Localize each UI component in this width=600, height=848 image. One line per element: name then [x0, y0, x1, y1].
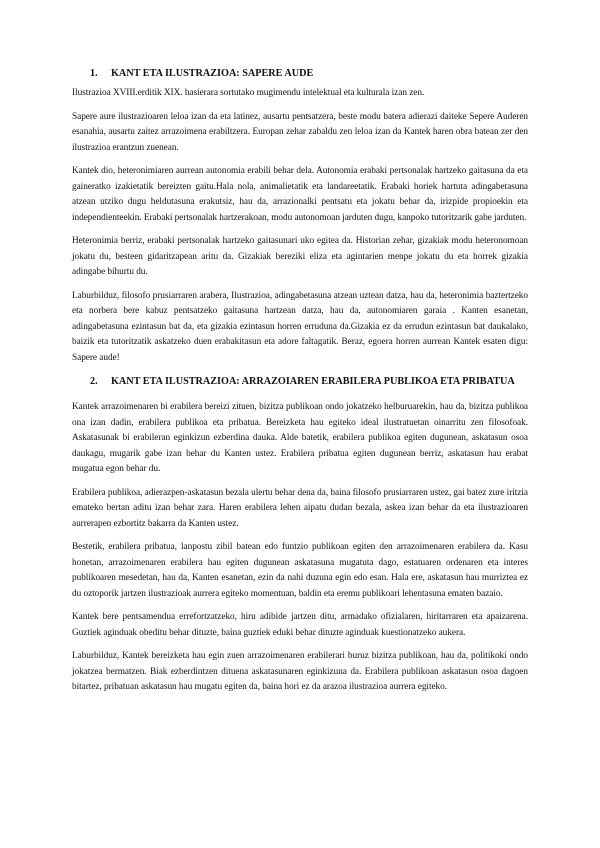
- paragraph: Erabilera publikoa, adierazpen-askatasun bezala ulertu behar dena da, baina filosofo prusiarraren ustez, gai batez zure iritzia emateko bertan aditu izan behar zara. Haren erabilera lehen aipatu dudan bezala, askea izan behar da eta ilustrazioaren aurrerapen ezbortitz bakarra da Kanten ustez.: [72, 487, 528, 529]
- paragraph: Laburbilduz, filosofo prusiarraren arabera, Ilustrazioa, adingabetasuna atzean uztean datza, hau da, heteronimia baztertzeko eta norbera bere kabuz pentsatzeko gaitasuna hartzean datza, hau da, autonomiaren garaia . Kanten esanetan, adingabetasuna ezintasun bat da, eta gizakia ezintasun horren erruduna da.Gizakia ez da errudun ezintasun bat daukalako, baizik eta tutoritzatik askatzeko duen erabakitasun eta adore faltagatik. Beraz, egoera horren aurrean Kantek esaten digu: Sapere aude!: [72, 290, 528, 363]
- section-heading-1: [72, 66, 528, 82]
- paragraph: Laburbilduz, Kantek bereizketa hau egin zuen arrazoimenaren erabilerari buruz bizitza publikoan, hau da, politikoki ondo jokatzea bermatzen. Biak ezberdintzen dituena askatasunaren eginkizuna da. Erabilera publikoan askatasun osoa dagoen bitartez, pribatuan askatasun hau mugatu egiten da, baina hori ez da arazoa ilustrazioa aurrera egiteko.: [72, 651, 528, 692]
- section-number: 2.: [90, 376, 98, 387]
- section-heading-2: [72, 374, 528, 390]
- document-body: [72, 66, 528, 704]
- paragraph: Kantek arrazoimenaren bi erabilera bereizi zituen, bizitza publikoan ondo jokatzeko helburuarekin, hau da, bizitza publikoa ona izan dadin, erabilera publikoa eta pribatua. Bereizketa hau egiteko ideal ilustratuetan oinarritu zen filosofoak. Askatasunak bi erabileran eginkizun ezberdina dauka. Alde batetik, erabilera publikoa egiten dugunean, askatasun osoa daukagu, mugarik gabe izan behar du Kanten ustez. Erabilera pribatua egiten dugunean berriz, askatasun hau erabat mugatua egon behar du.: [72, 402, 528, 474]
- section-number: 1.: [90, 68, 98, 79]
- paragraph: Kantek dio, heteronimiaren aurrean autonomia erabili behar dela. Autonomia erabaki pertsonalak hartzeko gaitasuna da eta gaineratko izakietatik bereizten gaitu.Hala nola, animalietatik eta landareetatik. Erabaki horiek hartuta adingabetasuna atzean utziko dugu heldutasuna erakutsiz, hau da, arrazionalki pentsatu eta jokatu behar da, irizpide propioekin eta independienteekin. Erabaki pertsonalak hartzerakoan, modu autonomoan jarduten dugu, kanpoko tutoritzarik gabe jarduten.: [72, 166, 528, 223]
- section-title: KANT ETA ILUSTRAZIOA: SAPERE AUDE: [111, 68, 314, 79]
- paragraph: Bestetik, erabilera pribatua, lanpostu zibil batean edo funtzio publikoan egiten den arrazoimenaren erabilera da. Kasu honetan, arrazoimenaren erabilera hau egiten dugunean askatasuna mugatuta dago, estatuaren ordenaren eta interes publikoaren mesedetan, hau da, Kanten esanetan, ezin da nahi duzuna egin edo esan. Hala ere, askatasun hau murriztea ez du oztoporik jartzen ilustrazioak aurrera egiteko momentuan, baldin eta eremu publikoari lehentasuna ematen bazaio.: [72, 542, 528, 599]
- section-title: KANT ETA ILUSTRAZIOA: ARRAZOIAREN ERABILERA PUBLIKOA ETA PRIBATUA: [111, 376, 515, 387]
- paragraph: Sapere aure ilustrazioaren leloa izan da eta latinez, ausartu pentsatzera, beste modu batera adierazi daiteke Sepere Auderen esanahia, ausartu zaitez arrazoimena erabiltzera. Europan zehar zabaldu zen leloa izan da Kantek haren obra batean zer den ilustrazioa erantzun zuenean.: [72, 111, 528, 153]
- paragraph: Ilustrazioa XVIII.erditik XIX. hasierara sortutako mugimendu intelektual eta kulturala izan zen.: [72, 88, 425, 98]
- paragraph: Heteronimia berriz, erabaki pertsonalak hartzeko gaitasunari uko egitea da. Historian zehar, gizakiak modu heteronomoan jokatu du, besteen gidaritzapean aritu da. Gizakiak bereziki eliza eta agintarien menpe jokatu du eta horrek gizakia adingabe bihurtu du.: [72, 236, 528, 277]
- paragraph: Kantek bere pentsamendua errefortzatzeko, hiru adibide jartzen ditu, armadako ofizialaren, hiritarraren eta apaizarena. Guztiek aginduak obeditu behar dituzte, baina guztiek eduki behar dituzte aginduak kuestionatzeko aukera.: [72, 612, 528, 638]
